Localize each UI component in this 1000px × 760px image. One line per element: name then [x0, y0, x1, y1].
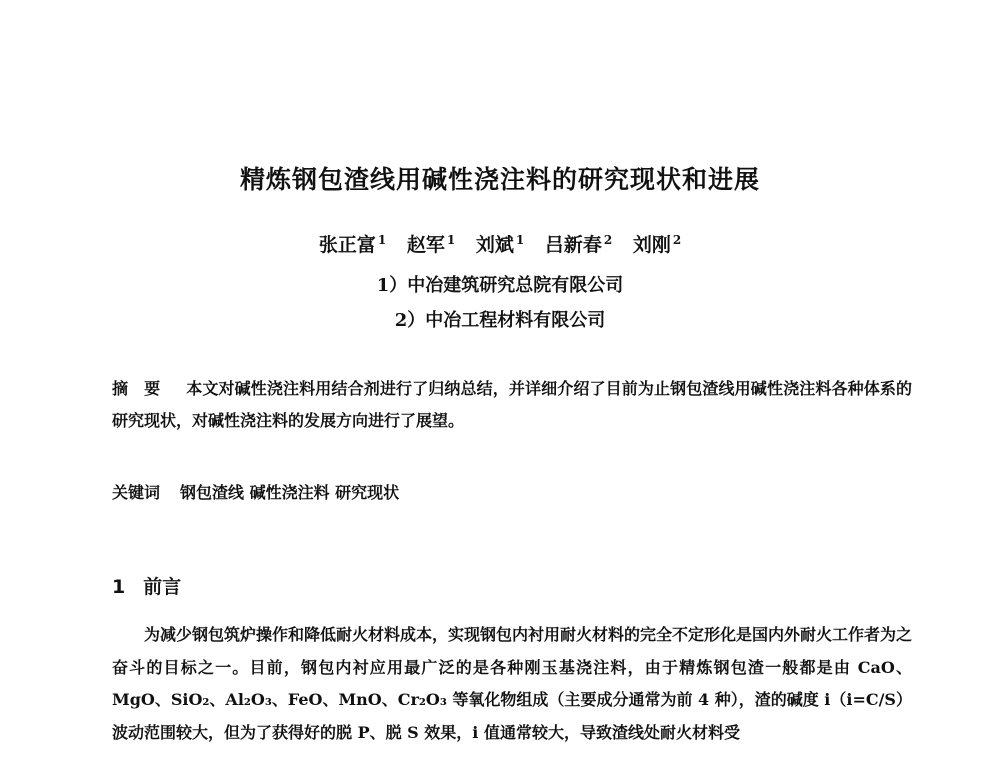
author: 吕新春 $^2$ — [544, 232, 613, 256]
author-list — [0, 230, 1000, 257]
abstract-label: 摘要 — [112, 379, 177, 398]
affiliation-marker: 1 — [377, 232, 387, 247]
section-number: 1 — [112, 576, 126, 598]
affiliation-marker: 2 — [603, 232, 613, 247]
keywords-text: 钢包渣线 碱性浇注料 研究现状 — [180, 483, 400, 502]
section-heading — [112, 572, 181, 599]
keywords — [112, 480, 912, 503]
author: 赵军 $^1$ — [406, 232, 456, 256]
author: 张正富 $^1$ — [318, 232, 387, 256]
abstract — [112, 373, 912, 437]
paper-title: 精炼钢包渣线用碱性浇注料的研究现状和进展 — [239, 165, 760, 194]
affiliation-marker: 1 — [515, 232, 525, 247]
affiliation-marker: 2 — [672, 232, 682, 247]
abstract-text: 本文对碱性浇注料用结合剂进行了归纳总结，并详细介绍了目前为止钢包渣线用碱性浇注料各种体系的研究现状，对碱性浇注料的发展方向进行了展望。 — [112, 379, 912, 430]
body-paragraph: 为减少钢包筑炉操作和降低耐火材料成本，实现钢包内衬用耐火材料的完全不定形化是国内外耐火工作者为之奋斗的目标之一。目前，钢包内衬应用最广泛的是各种刚玉基浇注料，由于精炼钢包渣一般都是由 CaO、MgO、SiO₂、Al₂O₃、FeO、MnO、Cr₂O₃ 等氧化物组成（主要成分通常为前 4 种），渣的碱度 i（i=C/S）波动范围较大，但为了获得好的脱 P、脱 S 效果，i 值通常较大，导致渣线处耐火材料受 — [112, 625, 913, 742]
affiliation: 1）中冶建筑研究总院有限公司 — [376, 275, 624, 296]
author: 刘刚 $^2$ — [632, 232, 682, 256]
affiliation-marker: 1 — [446, 232, 456, 247]
affiliation: 2）中冶工程材料有限公司 — [394, 310, 606, 331]
author: 刘斌 $^1$ — [475, 232, 525, 256]
keywords-label: 关键词 — [112, 483, 161, 502]
section-title: 前言 — [143, 576, 182, 598]
